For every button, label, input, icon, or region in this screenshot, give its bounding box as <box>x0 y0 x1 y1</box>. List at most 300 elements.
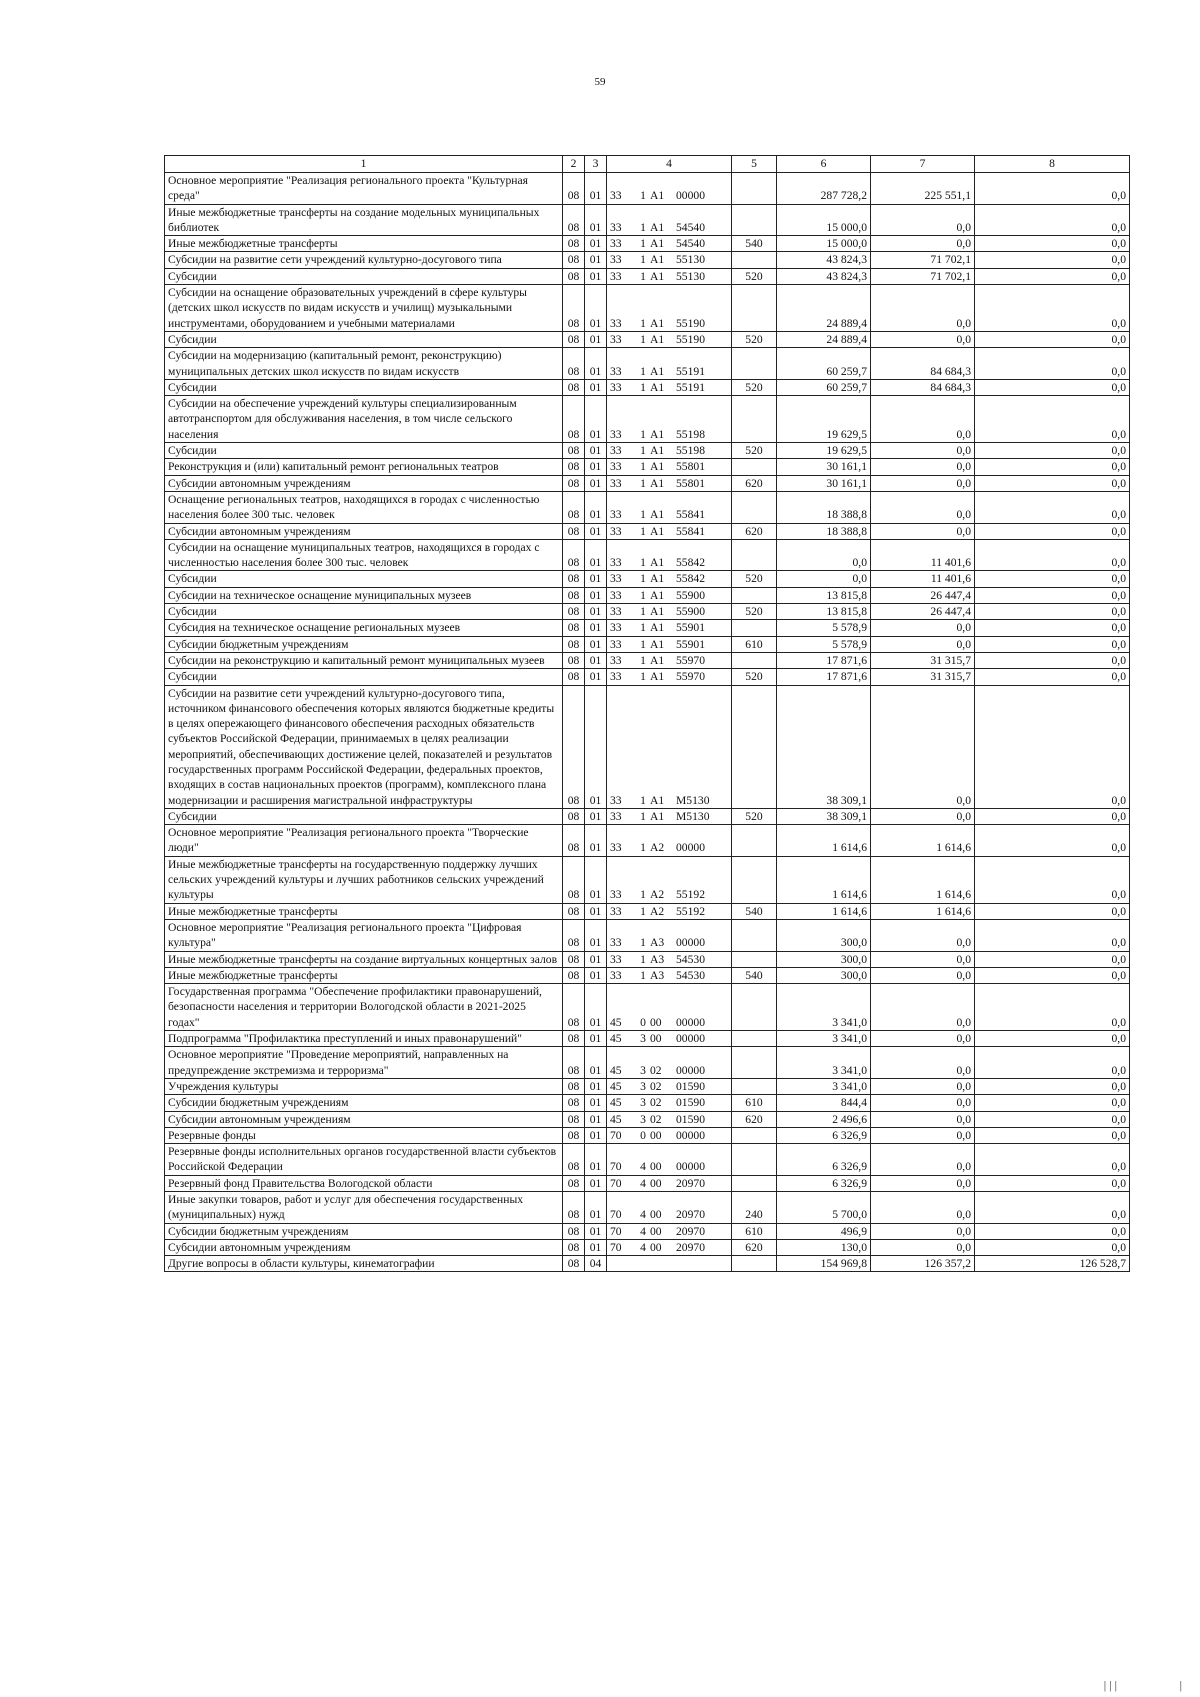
row-expense-type <box>732 652 777 668</box>
target-code-part: 45 <box>610 1015 622 1029</box>
target-code-part: 33 <box>610 936 622 950</box>
row-target-code <box>607 459 732 475</box>
row-target-code <box>607 1192 732 1224</box>
row-subsection: 01 <box>585 1111 607 1127</box>
row-description: Субсидии бюджетным учреждениям <box>165 1223 563 1239</box>
row-description: Субсидии <box>165 669 563 685</box>
row-amount-col6: 43 824,3 <box>777 268 871 284</box>
row-amount-col8: 0,0 <box>975 1144 1130 1176</box>
row-amount-col8: 0,0 <box>975 1078 1130 1094</box>
row-amount-col6: 6 326,9 <box>777 1144 871 1176</box>
target-code-part: 1 <box>640 888 646 902</box>
target-code-part: 1 <box>640 427 646 441</box>
row-amount-col8: 0,0 <box>975 396 1130 443</box>
target-code-part: 33 <box>610 888 622 902</box>
row-expense-type <box>732 587 777 603</box>
target-code-part: 70 <box>610 1160 622 1174</box>
row-amount-col6: 43 824,3 <box>777 252 871 268</box>
row-target-code <box>607 620 732 636</box>
table-row <box>165 331 1130 347</box>
table-row <box>165 443 1130 459</box>
row-description: Иные закупки товаров, работ и услуг для обеспечения государственных (муниципальных) нужд <box>165 1192 563 1224</box>
target-code-part: 1 <box>640 572 646 586</box>
row-expense-type <box>732 951 777 967</box>
target-code-part: 1 <box>640 269 646 283</box>
table-row <box>165 919 1130 951</box>
table-row <box>165 1078 1130 1094</box>
row-amount-col8: 0,0 <box>975 1031 1130 1047</box>
target-code-part: 1 <box>640 332 646 346</box>
target-code-part: 01590 <box>676 1096 705 1110</box>
row-target-code <box>607 903 732 919</box>
row-amount-col8: 0,0 <box>975 539 1130 571</box>
row-expense-type: 520 <box>732 604 777 620</box>
row-amount-col8: 0,0 <box>975 919 1130 951</box>
target-code-part: 1 <box>640 605 646 619</box>
target-code-part: 00000 <box>676 189 705 203</box>
row-section: 08 <box>563 475 585 491</box>
target-code-part: A1 <box>650 364 665 378</box>
target-code-part: 33 <box>610 588 622 602</box>
row-expense-type <box>732 919 777 951</box>
row-section: 08 <box>563 685 585 808</box>
row-amount-col7: 0,0 <box>871 475 975 491</box>
target-code-part: A1 <box>650 524 665 538</box>
target-code-part: 00000 <box>676 1015 705 1029</box>
row-amount-col7: 0,0 <box>871 685 975 808</box>
row-section: 08 <box>563 236 585 252</box>
row-target-code <box>607 173 732 205</box>
row-description: Субсидии <box>165 604 563 620</box>
row-amount-col7: 0,0 <box>871 1192 975 1224</box>
row-subsection: 04 <box>585 1256 607 1272</box>
row-amount-col7: 0,0 <box>871 1127 975 1143</box>
target-code-part: 1 <box>640 936 646 950</box>
table-row <box>165 459 1130 475</box>
row-description: Субсидии <box>165 571 563 587</box>
row-description: Иные межбюджетные трансферты <box>165 967 563 983</box>
target-code-part: 33 <box>610 524 622 538</box>
target-code-part: 55190 <box>676 316 705 330</box>
row-expense-type <box>732 173 777 205</box>
table-row <box>165 1111 1130 1127</box>
target-code-part: A1 <box>650 237 665 251</box>
target-code-part: A1 <box>650 653 665 667</box>
table-row <box>165 967 1130 983</box>
row-description: Субсидии на развитие сети учреждений культурно-досугового типа, источником финансового обеспечения которых являются бюджетные кредиты в целях опережающего финансового обеспечения расходных обязательств субъектов Российской Федерации, принимаемых в целях реализации мероприятий, обеспечивающих достижение целей, показателей и результатов государственных программ Российской Федерации, федеральных проектов, входящих в состав национальных проектов (программ), комплексного плана модернизации и расширения магистральной инфраструктуры <box>165 685 563 808</box>
row-amount-col6: 19 629,5 <box>777 443 871 459</box>
scan-mark-right: | <box>1179 1678 1182 1692</box>
row-description: Субсидии <box>165 379 563 395</box>
col-header: 4 <box>607 156 732 173</box>
target-code-part: A2 <box>650 904 665 918</box>
row-amount-col7: 225 551,1 <box>871 173 975 205</box>
row-expense-type <box>732 1047 777 1079</box>
target-code-part: 1 <box>640 444 646 458</box>
row-section: 08 <box>563 1239 585 1255</box>
table-row <box>165 1047 1130 1079</box>
target-code-part: A1 <box>650 427 665 441</box>
row-section: 08 <box>563 1095 585 1111</box>
row-subsection: 01 <box>585 919 607 951</box>
table-row <box>165 1256 1130 1272</box>
page-number: 59 <box>594 76 606 88</box>
row-section: 08 <box>563 1175 585 1191</box>
table-row <box>165 236 1130 252</box>
row-amount-col7: 0,0 <box>871 1223 975 1239</box>
row-section: 08 <box>563 571 585 587</box>
row-target-code <box>607 331 732 347</box>
row-expense-type <box>732 685 777 808</box>
target-code-part: A1 <box>650 508 665 522</box>
table-row <box>165 604 1130 620</box>
row-subsection: 01 <box>585 204 607 236</box>
target-code-part: 45 <box>610 1112 622 1126</box>
row-amount-col8: 0,0 <box>975 1223 1130 1239</box>
row-section: 08 <box>563 951 585 967</box>
row-description: Субсидии на развитие сети учреждений культурно-досугового типа <box>165 252 563 268</box>
row-section: 08 <box>563 903 585 919</box>
target-code-part: 1 <box>640 809 646 823</box>
row-amount-col8: 0,0 <box>975 331 1130 347</box>
target-code-part: 45 <box>610 1079 622 1093</box>
row-target-code <box>607 856 732 903</box>
row-amount-col6: 0,0 <box>777 539 871 571</box>
row-expense-type <box>732 856 777 903</box>
row-expense-type <box>732 1256 777 1272</box>
row-amount-col8: 0,0 <box>975 1047 1130 1079</box>
row-amount-col8: 0,0 <box>975 1192 1130 1224</box>
row-amount-col8: 0,0 <box>975 1239 1130 1255</box>
row-amount-col8: 0,0 <box>975 825 1130 857</box>
row-amount-col7: 0,0 <box>871 236 975 252</box>
target-code-part: 3 <box>640 1079 646 1093</box>
row-amount-col7: 0,0 <box>871 443 975 459</box>
target-code-part: 33 <box>610 556 622 570</box>
row-expense-type: 520 <box>732 331 777 347</box>
row-description: Субсидии автономным учреждениям <box>165 475 563 491</box>
target-code-part: 4 <box>640 1224 646 1238</box>
row-amount-col8: 0,0 <box>975 348 1130 380</box>
row-section: 08 <box>563 604 585 620</box>
target-code-part: 1 <box>640 841 646 855</box>
row-subsection: 01 <box>585 236 607 252</box>
row-expense-type: 540 <box>732 236 777 252</box>
row-section: 08 <box>563 252 585 268</box>
row-amount-col7: 0,0 <box>871 285 975 332</box>
row-description: Субсидии бюджетным учреждениям <box>165 636 563 652</box>
row-target-code <box>607 252 732 268</box>
table-row <box>165 285 1130 332</box>
target-code-part: 00 <box>650 1128 662 1142</box>
row-section: 08 <box>563 396 585 443</box>
row-description: Государственная программа "Обеспечение профилактики правонарушений, безопасности населения и территории Вологодской области в 2021-2025 годах" <box>165 984 563 1031</box>
row-expense-type <box>732 620 777 636</box>
row-amount-col8: 0,0 <box>975 1175 1130 1191</box>
target-code-part: 55900 <box>676 605 705 619</box>
table-row <box>165 1175 1130 1191</box>
row-expense-type: 520 <box>732 443 777 459</box>
row-subsection: 01 <box>585 491 607 523</box>
row-subsection: 01 <box>585 1144 607 1176</box>
row-amount-col7: 0,0 <box>871 1047 975 1079</box>
row-section: 08 <box>563 1047 585 1079</box>
row-subsection: 01 <box>585 523 607 539</box>
target-code-part: 20970 <box>676 1224 705 1238</box>
target-code-part: 55841 <box>676 524 705 538</box>
row-amount-col7: 0,0 <box>871 523 975 539</box>
col-header: 7 <box>871 156 975 173</box>
target-code-part: 33 <box>610 237 622 251</box>
table-row <box>165 636 1130 652</box>
row-amount-col7: 31 315,7 <box>871 669 975 685</box>
row-subsection: 01 <box>585 984 607 1031</box>
target-code-part: A1 <box>650 621 665 635</box>
row-amount-col8: 0,0 <box>975 173 1130 205</box>
target-code-part: A1 <box>650 253 665 267</box>
row-expense-type: 610 <box>732 1095 777 1111</box>
row-expense-type: 520 <box>732 379 777 395</box>
target-code-part: 02 <box>650 1063 662 1077</box>
target-code-part: 33 <box>610 952 622 966</box>
target-code-part: M5130 <box>676 793 710 807</box>
target-code-part: 3 <box>640 1063 646 1077</box>
row-section: 08 <box>563 620 585 636</box>
row-amount-col8: 0,0 <box>975 808 1130 824</box>
target-code-part: 00 <box>650 1224 662 1238</box>
row-section: 08 <box>563 1127 585 1143</box>
row-amount-col6: 1 614,6 <box>777 825 871 857</box>
row-amount-col7: 26 447,4 <box>871 604 975 620</box>
target-code-part: A1 <box>650 588 665 602</box>
row-amount-col6: 38 309,1 <box>777 685 871 808</box>
row-description: Иные межбюджетные трансферты на государственную поддержку лучших сельских учреждений культуры и лучших работников сельских учреждений культуры <box>165 856 563 903</box>
row-amount-col8: 0,0 <box>975 523 1130 539</box>
row-target-code <box>607 1031 732 1047</box>
row-description: Субсидии на обеспечение учреждений культуры специализированным автотранспортом для обслуживания населения, в том числе сельского населения <box>165 396 563 443</box>
row-subsection: 01 <box>585 1095 607 1111</box>
row-subsection: 01 <box>585 475 607 491</box>
target-code-part: 33 <box>610 572 622 586</box>
target-code-part: 55900 <box>676 588 705 602</box>
row-amount-col8: 0,0 <box>975 1095 1130 1111</box>
target-code-part: A1 <box>650 793 665 807</box>
target-code-part: A1 <box>650 220 665 234</box>
row-amount-col7: 0,0 <box>871 919 975 951</box>
row-subsection: 01 <box>585 459 607 475</box>
table-header-row <box>165 156 1130 173</box>
target-code-part: 00 <box>650 1160 662 1174</box>
target-code-part: 33 <box>610 793 622 807</box>
row-subsection: 01 <box>585 636 607 652</box>
row-target-code <box>607 825 732 857</box>
target-code-part: M5130 <box>676 809 710 823</box>
row-expense-type <box>732 1031 777 1047</box>
row-description: Основное мероприятие "Проведение мероприятий, направленных на предупреждение экстремизма и терроризма" <box>165 1047 563 1079</box>
target-code-part: A1 <box>650 637 665 651</box>
row-amount-col8: 0,0 <box>975 984 1130 1031</box>
row-subsection: 01 <box>585 331 607 347</box>
row-amount-col7: 0,0 <box>871 1031 975 1047</box>
row-description: Оснащение региональных театров, находящихся в городах с численностью населения более 300 тыс. человек <box>165 491 563 523</box>
row-expense-type: 540 <box>732 903 777 919</box>
target-code-part: 55970 <box>676 670 705 684</box>
table-row <box>165 204 1130 236</box>
table-row <box>165 669 1130 685</box>
row-amount-col6: 3 341,0 <box>777 1031 871 1047</box>
row-expense-type: 610 <box>732 636 777 652</box>
row-description: Субсидии на оснащение образовательных учреждений в сфере культуры (детских школ искусств по видам искусств и училищ) музыкальными инструментами, оборудованием и учебными материалами <box>165 285 563 332</box>
target-code-part: A1 <box>650 809 665 823</box>
row-target-code <box>607 1223 732 1239</box>
row-target-code <box>607 236 732 252</box>
target-code-part: A1 <box>650 269 665 283</box>
row-amount-col7: 0,0 <box>871 1175 975 1191</box>
target-code-part: 33 <box>610 380 622 394</box>
target-code-part: A3 <box>650 952 665 966</box>
row-subsection: 01 <box>585 685 607 808</box>
col-header: 2 <box>563 156 585 173</box>
row-amount-col7: 0,0 <box>871 396 975 443</box>
target-code-part: 33 <box>610 444 622 458</box>
row-subsection: 01 <box>585 669 607 685</box>
target-code-part: 00000 <box>676 1160 705 1174</box>
row-amount-col8: 0,0 <box>975 652 1130 668</box>
target-code-part: A3 <box>650 968 665 982</box>
row-description: Субсидии <box>165 443 563 459</box>
row-description: Субсидии автономным учреждениям <box>165 523 563 539</box>
target-code-part: 1 <box>640 904 646 918</box>
row-subsection: 01 <box>585 348 607 380</box>
row-amount-col8: 0,0 <box>975 903 1130 919</box>
target-code-part: 20970 <box>676 1240 705 1254</box>
table-row <box>165 523 1130 539</box>
target-code-part: 02 <box>650 1112 662 1126</box>
row-description: Субсидии автономным учреждениям <box>165 1111 563 1127</box>
row-expense-type <box>732 1127 777 1143</box>
row-amount-col6: 300,0 <box>777 967 871 983</box>
row-amount-col8: 0,0 <box>975 285 1130 332</box>
target-code-part: 70 <box>610 1128 622 1142</box>
target-code-part: 1 <box>640 621 646 635</box>
row-expense-type: 520 <box>732 268 777 284</box>
target-code-part: 33 <box>610 364 622 378</box>
target-code-part: A3 <box>650 936 665 950</box>
table-row <box>165 587 1130 603</box>
table-row <box>165 1192 1130 1224</box>
row-description: Субсидии на модернизацию (капитальный ремонт, реконструкцию) муниципальных детских школ искусств по видам искусств <box>165 348 563 380</box>
target-code-part: 55198 <box>676 444 705 458</box>
target-code-part: 1 <box>640 793 646 807</box>
col-header: 8 <box>975 156 1130 173</box>
row-amount-col7: 1 614,6 <box>871 903 975 919</box>
table-row <box>165 951 1130 967</box>
row-section: 08 <box>563 984 585 1031</box>
row-target-code <box>607 491 732 523</box>
row-subsection: 01 <box>585 1078 607 1094</box>
target-code-part: 1 <box>640 524 646 538</box>
row-target-code <box>607 604 732 620</box>
row-amount-col6: 60 259,7 <box>777 348 871 380</box>
target-code-part: 33 <box>610 332 622 346</box>
target-code-part: 00 <box>650 1240 662 1254</box>
row-amount-col7: 31 315,7 <box>871 652 975 668</box>
target-code-part: 54540 <box>676 220 705 234</box>
row-section: 08 <box>563 268 585 284</box>
row-target-code <box>607 808 732 824</box>
row-subsection: 01 <box>585 571 607 587</box>
row-amount-col6: 5 578,9 <box>777 636 871 652</box>
target-code-part: A1 <box>650 605 665 619</box>
target-code-part: 33 <box>610 841 622 855</box>
row-description: Субсидии бюджетным учреждениям <box>165 1095 563 1111</box>
row-amount-col6: 30 161,1 <box>777 475 871 491</box>
target-code-part: 55970 <box>676 653 705 667</box>
row-subsection: 01 <box>585 1031 607 1047</box>
target-code-part: A1 <box>650 670 665 684</box>
target-code-part: 55801 <box>676 460 705 474</box>
row-amount-col6: 15 000,0 <box>777 204 871 236</box>
row-amount-col8: 0,0 <box>975 268 1130 284</box>
target-code-part: 33 <box>610 637 622 651</box>
target-code-part: 01590 <box>676 1079 705 1093</box>
target-code-part: 00 <box>650 1176 662 1190</box>
row-amount-col7: 11 401,6 <box>871 539 975 571</box>
row-target-code <box>607 539 732 571</box>
target-code-part: 01590 <box>676 1112 705 1126</box>
row-amount-col6: 17 871,6 <box>777 669 871 685</box>
row-amount-col7: 26 447,4 <box>871 587 975 603</box>
target-code-part: 55130 <box>676 253 705 267</box>
row-target-code <box>607 379 732 395</box>
row-amount-col8: 0,0 <box>975 443 1130 459</box>
row-expense-type <box>732 984 777 1031</box>
table-row <box>165 652 1130 668</box>
target-code-part: 33 <box>610 460 622 474</box>
row-amount-col6: 3 341,0 <box>777 1078 871 1094</box>
row-subsection: 01 <box>585 1192 607 1224</box>
row-subsection: 01 <box>585 173 607 205</box>
target-code-part: 1 <box>640 508 646 522</box>
row-amount-col7: 0,0 <box>871 331 975 347</box>
row-amount-col7: 84 684,3 <box>871 379 975 395</box>
table-row <box>165 539 1130 571</box>
row-expense-type: 240 <box>732 1192 777 1224</box>
table-row <box>165 475 1130 491</box>
row-section: 08 <box>563 967 585 983</box>
row-amount-col6: 300,0 <box>777 951 871 967</box>
row-expense-type <box>732 825 777 857</box>
row-amount-col6: 19 629,5 <box>777 396 871 443</box>
row-description: Учреждения культуры <box>165 1078 563 1094</box>
row-target-code <box>607 967 732 983</box>
table-row <box>165 620 1130 636</box>
row-amount-col7: 11 401,6 <box>871 571 975 587</box>
row-amount-col6: 3 341,0 <box>777 1047 871 1079</box>
row-target-code <box>607 571 732 587</box>
row-amount-col6: 13 815,8 <box>777 604 871 620</box>
target-code-part: 00 <box>650 1015 662 1029</box>
row-section: 08 <box>563 1144 585 1176</box>
target-code-part: 3 <box>640 1032 646 1046</box>
row-amount-col8: 0,0 <box>975 685 1130 808</box>
row-amount-col6: 6 326,9 <box>777 1175 871 1191</box>
row-description: Субсидии автономным учреждениям <box>165 1239 563 1255</box>
row-description: Субсидии <box>165 808 563 824</box>
row-description: Субсидии на техническое оснащение муниципальных музеев <box>165 587 563 603</box>
target-code-part: 70 <box>610 1224 622 1238</box>
row-target-code <box>607 348 732 380</box>
